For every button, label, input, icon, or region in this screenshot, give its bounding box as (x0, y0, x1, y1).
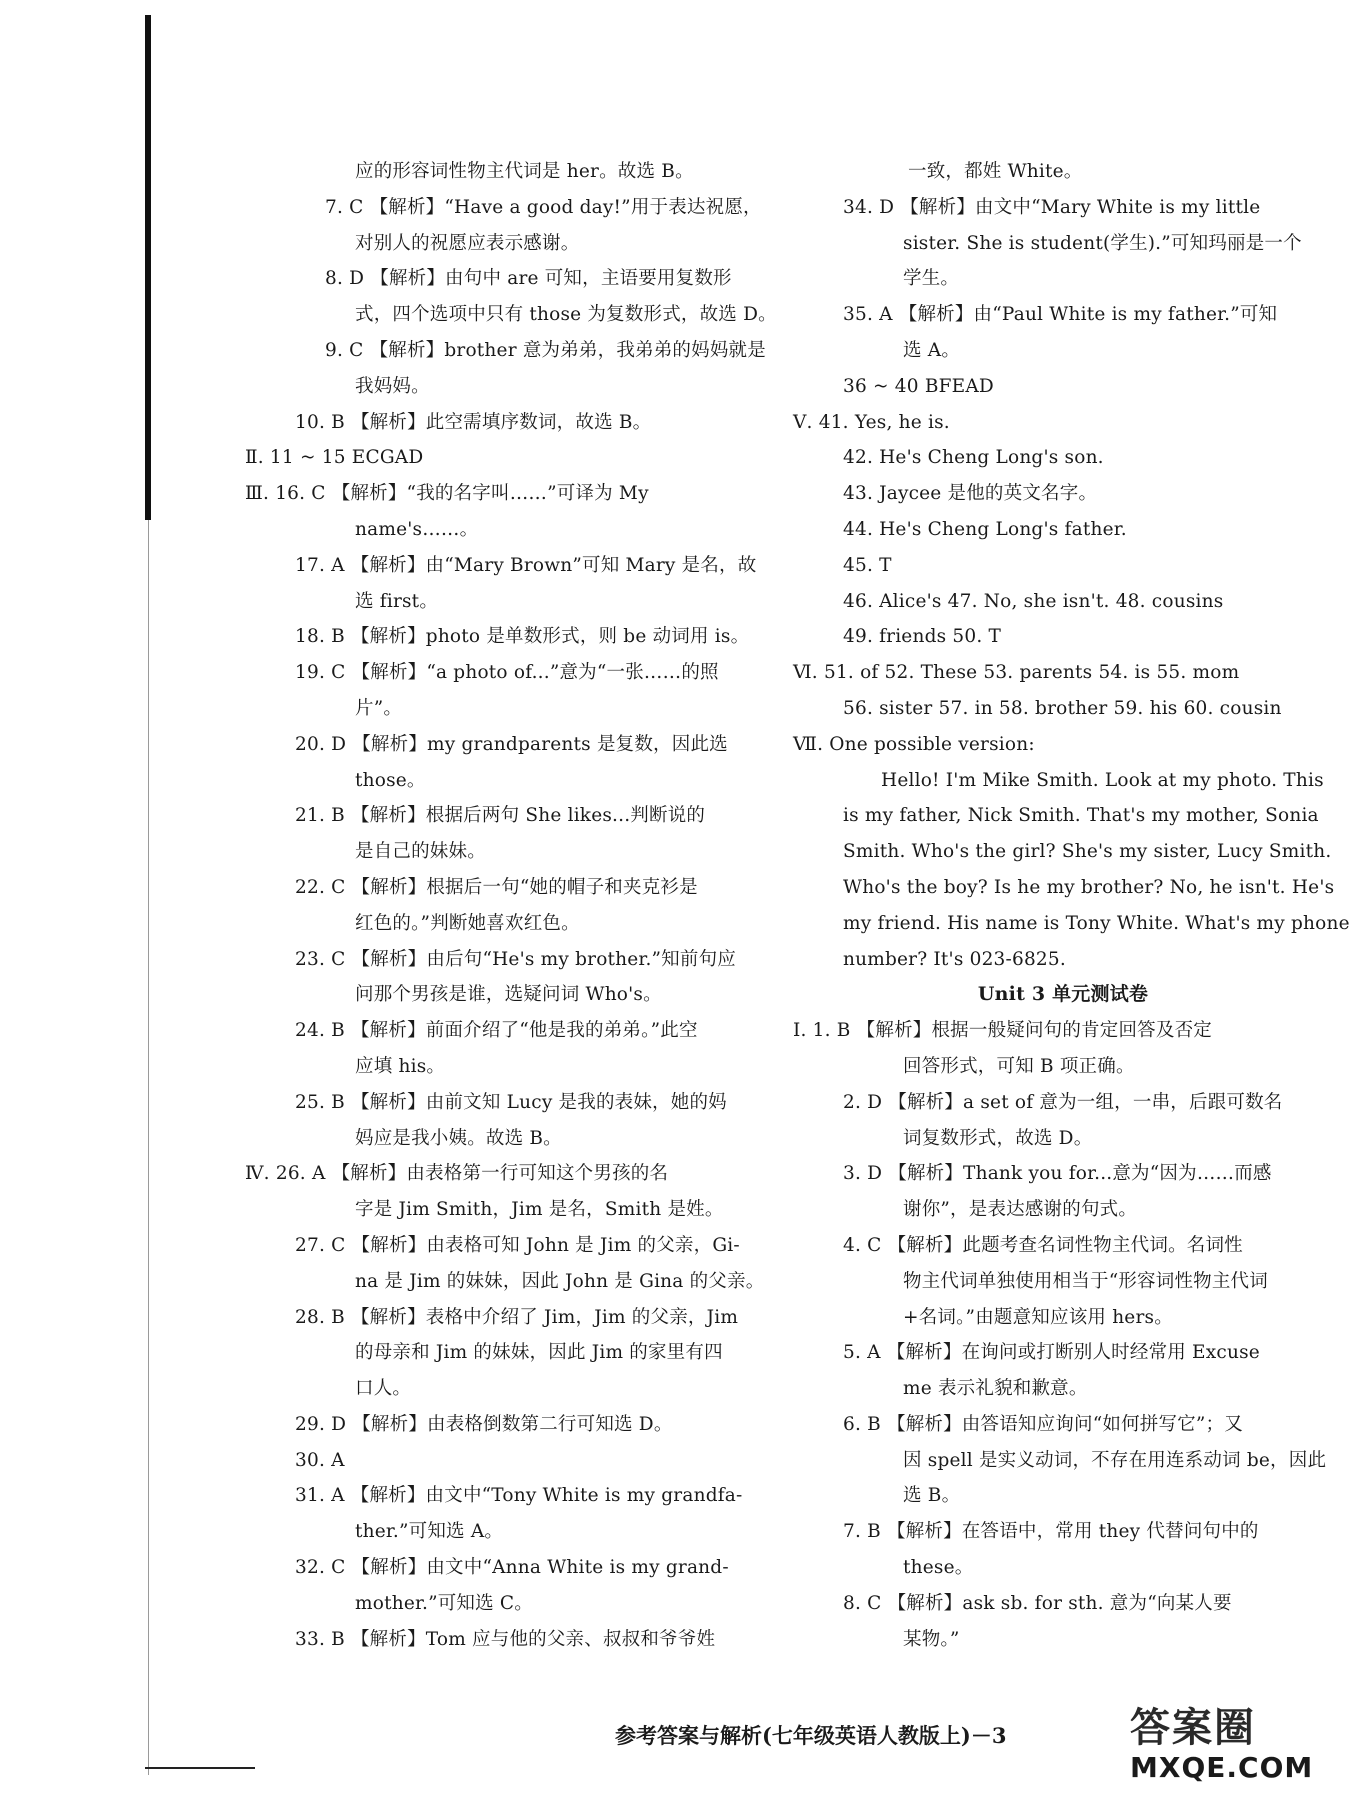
right-column-line: 选 B。 (903, 1485, 961, 1507)
left-column-line: 片”。 (355, 697, 403, 719)
right-column-line: 35. A 【解析】由“Paul White is my father.”可知 (843, 304, 1278, 326)
right-column-line: my friend. His name is Tony White. What's my phone (843, 912, 1350, 934)
right-column-line: 一致，都姓 White。 (908, 161, 1083, 182)
right-column-line: 56. sister 57. in 58. brother 59. his 60. cousin (843, 697, 1282, 719)
left-column-line: 应的形容词性物主代词是 her。故选 B。 (355, 161, 694, 182)
binding-bar (145, 15, 151, 520)
left-column-line: 32. C 【解析】由文中“Anna White is my grand- (295, 1557, 729, 1579)
right-column (793, 154, 1350, 1657)
left-column-line: 9. C 【解析】brother 意为弟弟，我弟弟的妈妈就是 (325, 339, 766, 361)
right-column-line: 34. D 【解析】由文中“Mary White is my little (843, 196, 1261, 218)
watermark-bottom-text: MXQE.COM (1130, 1751, 1314, 1784)
left-column-line: 式，四个选项中只有 those 为复数形式，故选 D。 (355, 304, 777, 326)
right-column-line: Ⅰ. 1. B 【解析】根据一般疑问句的肯定回答及否定 (793, 1020, 1212, 1042)
left-column-line: name's……。 (355, 518, 479, 540)
right-column-line: Ⅴ. 41. Yes, he is. (793, 411, 950, 433)
left-column-line: 24. B 【解析】前面介绍了“他是我的弟弟。”此空 (295, 1020, 698, 1042)
right-column-line: 因 spell 是实义动词，不存在用连系动词 be，因此 (903, 1449, 1327, 1471)
right-column-line: 36 ~ 40 BFEAD (843, 375, 994, 397)
left-column-line: mother.”可知选 C。 (355, 1592, 533, 1614)
bottom-rule (145, 1767, 255, 1769)
right-column-line: 7. B 【解析】在答语中，常用 they 代替问句中的 (843, 1521, 1259, 1543)
left-column-line: Ⅲ. 16. C 【解析】“我的名字叫……”可译为 My (245, 483, 649, 505)
right-column-line: 45. T (843, 554, 892, 576)
left-column-line: Ⅱ. 11 ~ 15 ECGAD (245, 447, 424, 469)
left-column-line: na 是 Jim 的妹妹，因此 John 是 Gina 的父亲。 (355, 1270, 765, 1292)
left-column-line: 的母亲和 Jim 的妹妹，因此 Jim 的家里有四 (355, 1342, 723, 1364)
left-column-line: 20. D 【解析】my grandparents 是复数，因此选 (295, 733, 728, 755)
right-column-line: Hello! I'm Mike Smith. Look at my photo. This (881, 769, 1324, 791)
right-column-line: +名词。”由题意知应该用 hers。 (903, 1306, 1173, 1328)
watermark-logo (1130, 1704, 1314, 1792)
left-column-line: 21. B 【解析】根据后两句 She likes...判断说的 (295, 805, 706, 827)
right-column-line: Who's the boy? Is he my brother? No, he isn't. He's (843, 876, 1335, 898)
left-column-line: 对别人的祝愿应表示感谢。 (355, 232, 580, 254)
left-column-line: 7. C 【解析】“Have a good day!”用于表达祝愿， (325, 196, 762, 218)
right-column-line: Ⅵ. 51. of 52. These 53. parents 54. is 55. mom (793, 662, 1240, 684)
binding-line (148, 520, 149, 1775)
right-column-line: 学生。 (903, 268, 960, 290)
right-column-line: 6. B 【解析】由答语知应询问“如何拼写它”；又 (843, 1413, 1243, 1435)
left-column-line: ther.”可知选 A。 (355, 1521, 504, 1543)
left-column-line: 19. C 【解析】“a photo of...”意为“一张……的照 (295, 662, 719, 684)
right-column-line: 43. Jaycee 是他的英文名字。 (843, 483, 1098, 505)
left-column-line: 选 first。 (355, 590, 439, 612)
left-column-line: 17. A 【解析】由“Mary Brown”可知 Mary 是名，故 (295, 554, 757, 576)
left-column-line: 8. D 【解析】由句中 are 可知，主语要用复数形 (325, 268, 732, 290)
right-column-line: 42. He's Cheng Long's son. (843, 447, 1104, 469)
right-column-line: 谢你”，是表达感谢的句式。 (903, 1199, 1138, 1221)
left-column-line: 18. B 【解析】photo 是单数形式，则 be 动词用 is。 (295, 626, 750, 648)
left-column-line: 我妈妈。 (355, 375, 430, 397)
right-column-line: is my father, Nick Smith. That's my mother, Sonia (843, 805, 1319, 827)
left-column-line: those。 (355, 769, 426, 791)
left-column-line: 问那个男孩是谁，选疑问词 Who's。 (355, 984, 662, 1006)
right-column-line: number? It's 023-6825. (843, 948, 1066, 970)
left-column-line: 应填 his。 (355, 1055, 446, 1077)
left-column-line: 妈应是我小姨。故选 B。 (355, 1127, 562, 1149)
left-column-line: 27. C 【解析】由表格可知 John 是 Jim 的父亲，Gi- (295, 1234, 740, 1256)
right-column-line: 46. Alice's 47. No, she isn't. 48. cousins (843, 590, 1224, 612)
left-column-line: 31. A 【解析】由文中“Tony White is my grandfa- (295, 1485, 743, 1507)
right-column-line: Ⅶ. One possible version: (793, 733, 1035, 755)
left-column-line: 29. D 【解析】由表格倒数第二行可知选 D。 (295, 1413, 673, 1435)
right-column-line: 物主代词单独使用相当于“形容词性物主代词 (903, 1270, 1268, 1292)
watermark-top-text: 答案圈 (1130, 1705, 1256, 1751)
right-column-line: Smith. Who's the girl? She's my sister, Lucy Smith. (843, 841, 1332, 863)
right-column-line: 回答形式，可知 B 项正确。 (903, 1055, 1135, 1077)
right-column-line: 2. D 【解析】a set of 意为一组，一串，后跟可数名 (843, 1091, 1283, 1113)
left-column-line: 28. B 【解析】表格中介绍了 Jim，Jim 的父亲，Jim (295, 1306, 739, 1328)
left-column-line: 23. C 【解析】由后句“He's my brother.”知前句应 (295, 948, 736, 970)
left-column-line: 30. A (295, 1449, 345, 1471)
left-column-line: 口人。 (355, 1378, 412, 1400)
left-column-line: Ⅳ. 26. A 【解析】由表格第一行可知这个男孩的名 (245, 1163, 669, 1185)
right-column-line: sister. She is student(学生).”可知玛丽是一个 (903, 232, 1302, 254)
right-column-line: 44. He's Cheng Long's father. (843, 518, 1127, 540)
left-column-line: 10. B 【解析】此空需填序数词，故选 B。 (295, 411, 652, 433)
right-column-line: these。 (903, 1557, 974, 1579)
left-column-line: 22. C 【解析】根据后一句“她的帽子和夹克衫是 (295, 876, 698, 898)
right-column-line: 4. C 【解析】此题考查名词性物主代词。名词性 (843, 1234, 1243, 1256)
right-column-line: 5. A 【解析】在询问或打断别人时经常用 Excuse (843, 1342, 1260, 1364)
left-column-line: 25. B 【解析】由前文知 Lucy 是我的表妹，她的妈 (295, 1091, 727, 1113)
page-footer: 参考答案与解析(七年级英语人教版上)－3 (615, 1723, 1007, 1748)
right-column-line: 选 A。 (903, 339, 961, 361)
right-column-line: 8. C 【解析】ask sb. for sth. 意为“向某人要 (843, 1592, 1232, 1614)
right-column-line: 某物。” (903, 1628, 960, 1650)
left-column (245, 154, 777, 1657)
right-column-line: 49. friends 50. T (843, 626, 1002, 648)
left-column-line: 33. B 【解析】Tom 应与他的父亲、叔叔和爷爷姓 (295, 1628, 716, 1650)
section-title: Unit 3 单元测试卷 (977, 983, 1149, 1006)
left-column-line: 字是 Jim Smith，Jim 是名，Smith 是姓。 (355, 1199, 724, 1221)
right-column-line: me 表示礼貌和歉意。 (903, 1378, 1088, 1400)
right-column-line: 3. D 【解析】Thank you for...意为“因为……而感 (843, 1163, 1272, 1185)
left-column-line: 是自己的妹妹。 (355, 841, 486, 863)
left-column-line: 红色的。”判断她喜欢红色。 (355, 912, 580, 934)
right-column-line: 词复数形式，故选 D。 (903, 1127, 1093, 1149)
